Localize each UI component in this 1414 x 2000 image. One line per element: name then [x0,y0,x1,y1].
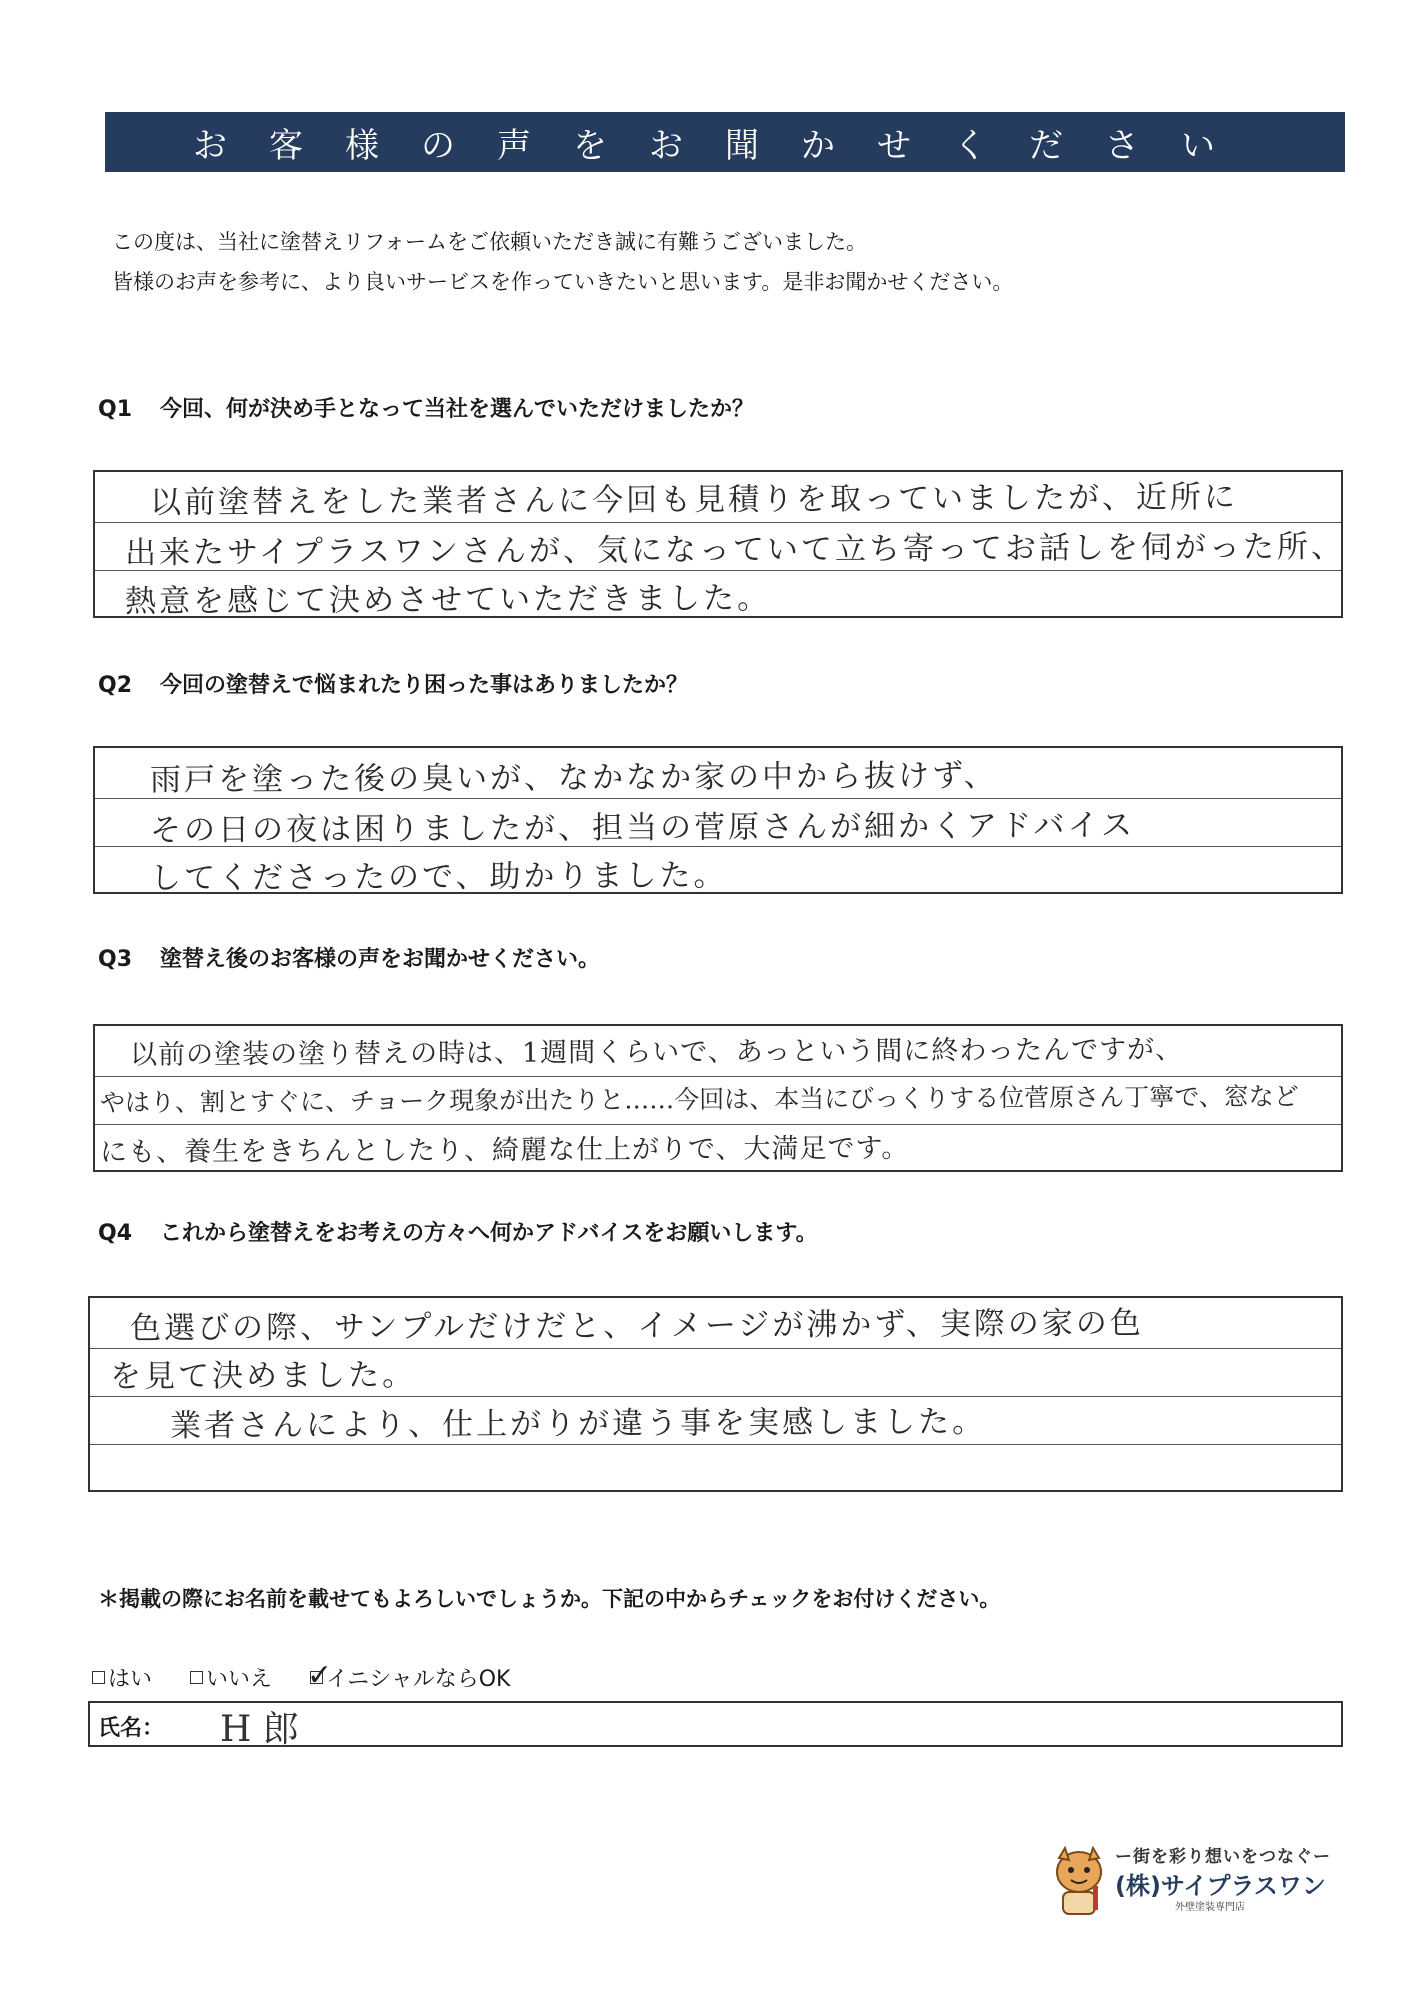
question-number: Q3 [98,947,133,972]
name-publish-options [92,1658,548,1693]
name-field[interactable] [88,1701,1343,1750]
logo-slogan: ー街を彩り想いをつなぐー [1115,1847,1331,1867]
question-text: 今回の塗替えで悩まれたり困った事はありましたか？ [160,673,689,698]
mascot-icon [1049,1846,1109,1918]
question-4 [98,1216,818,1247]
option-label: イニシャルならOK [326,1667,511,1692]
option-initials-ok[interactable] [307,1658,511,1693]
logo-subtitle: 外壁塗装専門店 [1175,1902,1245,1913]
answer-line: 以前の塗装の塗り替えの時は、1週間くらいで、あっという間に終わったんですが、 [129,1034,1184,1071]
question-3 [98,942,600,973]
checkbox-no[interactable] [190,1671,203,1684]
answer-line: 雨戸を塗った後の臭いが、なかなか家の中から抜けず、 [149,757,998,799]
question-number: Q4 [98,1221,133,1246]
ruled-line [95,1124,1341,1125]
option-label: いいえ [206,1667,273,1692]
answer-box-1 [93,470,1346,620]
checkmark-icon: ✓ [307,1658,333,1693]
answer-line: 色選びの際、サンプルだけだと、イメージが沸かず、実際の家の色 [129,1305,1144,1347]
answer-box-3 [93,1024,1343,1172]
question-number: Q1 [98,397,133,422]
answer-line: 以前塗替えをした業者さんに今回も見積りを取っていましたが、近所に [149,479,1239,521]
answer-line: 業者さんにより、仕上がりが違う事を実感しました。 [169,1403,987,1445]
page-title: お客様の声をお聞かせください [105,112,1345,172]
answer-line: してくださったので、助かりました。 [149,857,728,897]
option-no[interactable] [190,1662,272,1693]
checkbox-yes[interactable] [92,1671,105,1684]
option-yes[interactable] [92,1662,152,1693]
question-text: 塗替え後のお客様の声をお聞かせください。 [160,947,601,972]
answer-line: その日の夜は困りましたが、担当の菅原さんが細かくアドバイス [149,807,1136,849]
intro-line: この度は、当社に塗替えリフォームをご依頼いただき誠に有難うございました。 [112,230,867,254]
answer-line: にも、養生をきちんとしたり、綺麗な仕上がりで、大満足です。 [99,1132,910,1169]
ruled-line [90,1348,1341,1349]
answer-line: やはり、割とすぐに、チョーク現象が出たりと……今回は、本当にびっくりする位菅原さん丁寧で、窓など [99,1081,1299,1118]
question-1 [98,392,754,423]
question-2 [98,668,688,699]
name-label: 氏名： [98,1716,165,1741]
question-text: 今回、何が決め手となって当社を選んでいただけましたか？ [160,397,755,422]
question-number: Q2 [98,673,133,698]
publish-notice: ＊掲載の際にお名前を載せてもよろしいでしょうか。下記の中からチェックをお付けください。 [98,1587,1001,1611]
intro-line: 皆様のお声を参考に、より良いサービスを作っていきたいと思います。是非お聞かせください。 [112,270,1014,294]
answer-box-2 [93,746,1343,897]
company-logo [1045,1840,1335,1920]
checkbox-initials-ok[interactable] [307,1658,333,1693]
answer-line: を見て決めました。 [109,1357,417,1395]
logo-company-name: (株)サイプラスワン [1115,1872,1326,1900]
answer-line: 出来たサイプラスワンさんが、気になっていて立ち寄ってお話しを伺がった所、 [124,528,1346,572]
answer-line: 熱意を感じて決めさせていただきました。 [124,580,772,620]
intro-text [112,222,1013,302]
question-text: これから塗替えをお考えの方々へ何かアドバイスをお願いします。 [160,1221,818,1246]
answer-box-4 [88,1296,1343,1492]
name-value: H 郎 [220,1709,299,1750]
option-label: はい [108,1667,153,1692]
